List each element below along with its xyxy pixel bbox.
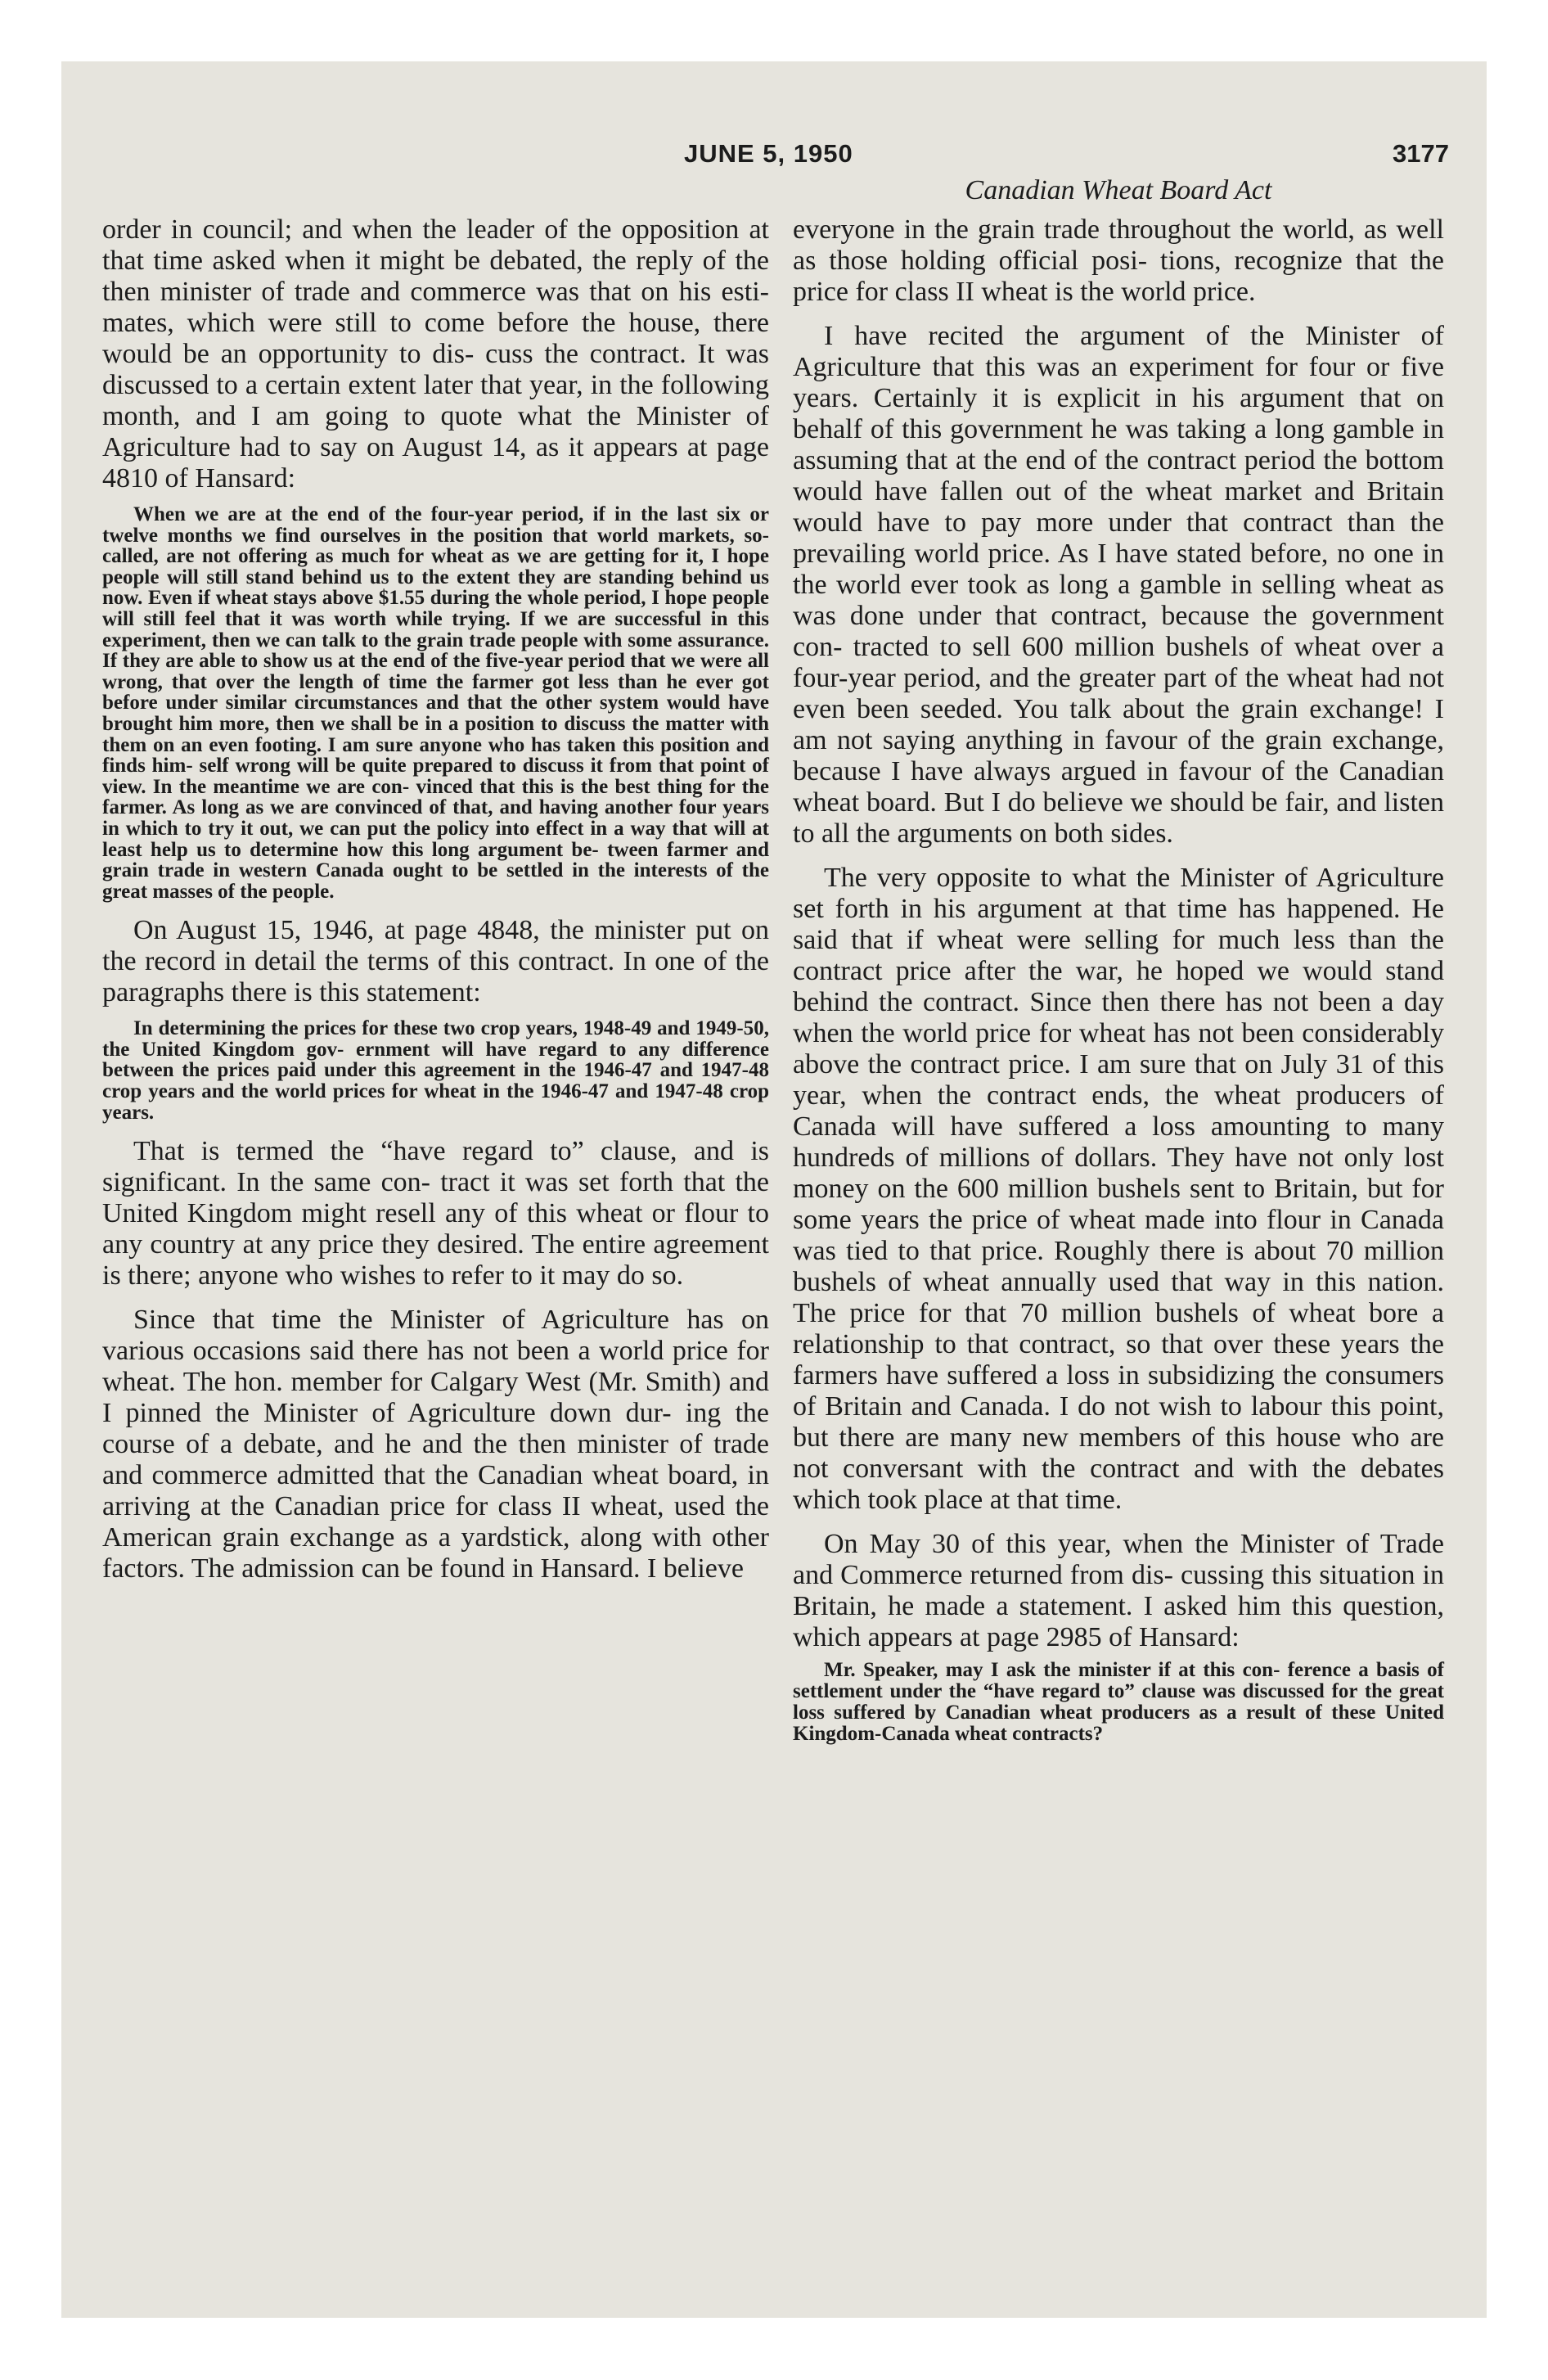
page-number: 3177 xyxy=(1393,139,1449,168)
left-column xyxy=(102,214,769,1584)
header-date: JUNE 5, 1950 xyxy=(684,139,853,168)
paragraph: The very opposite to what the Minister of Agriculture set forth in his argument at that time has happened. He said that if wheat were selling for much less than the contract price after the war, he hoped we would stand behind the contract. Since then there has not been a day when the world price for wheat has not been considerably above the contract price. I am sure that on July 31 of this year, when the contract ends, the wheat producers of Canada will have suffered a loss amounting to many hundreds of millions of dollars. They have not only lost money on the 600 million bushels sent to Britain, but for some years the price of wheat made into flour in Canada was tied to that price. Roughly there is about 70 million bushels of wheat annually used that way in this nation. The price for that 70 million bushels of wheat bore a relationship to that contract, so that over these years the farmers have suffered a loss in subsidizing the consumers of Britain and Canada. I do not wish to labour this point, but there are many new members of this house who are not conversant with the contract and with the debates which took place at that time. xyxy=(793,863,1444,1515)
right-column xyxy=(793,214,1444,1745)
block-quote: In determining the prices for these two crop years, 1948-49 and 1949-50, the United Kingdom gov- ernment will have regard to any difference between the prices paid under this agreement in the 1946-47 and 1947-48 crop years and the world prices for wheat in the 1946-47 and 1947-48 crop years. xyxy=(102,1017,769,1124)
paragraph: order in council; and when the leader of the opposition at that time asked when it might be debated, the reply of the then minister of trade and commerce was that on his esti- mates, which were still to come before the house, there would be an opportunity to dis- cuss the contract. It was discussed to a certain extent later that year, in the following month, and I am going to quote what the Minister of Agriculture had to say on August 14, as it appears at page 4810 of Hansard: xyxy=(102,214,769,494)
paragraph: I have recited the argument of the Minister of Agriculture that this was an experiment for four or five years. Certainly it is explicit in his argument that on behalf of this government he was taking a long gamble in assuming that at the end of the contract period the bottom would have fallen out of the wheat market and Britain would have to pay more under that contract than the prevailing world price. As I have stated before, no one in the world ever took as long a gamble in selling wheat as was done under that contract, because the government con- tracted to sell 600 million bushels of wheat over a four-year period, and the greater part of the wheat had not even been seeded. You talk about the grain exchange! I am not saying anything in favour of the grain exchange, because I have always argued in favour of the Canadian wheat board. But I do believe we should be fair, and listen to all the arguments on both sides. xyxy=(793,321,1444,849)
paragraph: On August 15, 1946, at page 4848, the minister put on the record in detail the terms of this contract. In one of the paragraphs there is this statement: xyxy=(102,915,769,1008)
paragraph: That is termed the “have regard to” clause, and is significant. In the same con- tract it was set forth that the United Kingdom might resell any of this wheat or flour to any country at any price they desired. The entire agreement is there; anyone who wishes to refer to it may do so. xyxy=(102,1136,769,1291)
page-subtitle: Canadian Wheat Board Act xyxy=(965,175,1272,205)
block-quote: When we are at the end of the four-year period, if in the last six or twelve months we find ourselves in the position that world markets, so-called, are not offering as much for wheat as we are getting for it, I hope people will still stand behind us to the extent they are standing behind us now. Even if wheat stays above $1.55 during the whole period, I hope people will still feel that it was worth while trying. If we are successful in this experiment, then we can talk to the grain trade people with some assurance. If they are able to show us at the end of the five-year period that we were all wrong, that over the length of time the farmer got less than he ever got before under similar circumstances and that the other system would have brought him more, then we shall be in a position to discuss the matter with them on an even footing. I am sure anyone who has taken this position and finds him- self wrong will be quite prepared to discuss it from that point of view. In the meantime we are con- vinced that this is the best thing for the farmer. As long as we are convinced of that, and having another four years in which to try it out, we can put the policy into effect in a way that will at least help us to determine how this long argument be- tween farmer and grain trade in western Canada ought to be settled in the interests of the great masses of the people. xyxy=(102,503,769,903)
paragraph: everyone in the grain trade throughout the world, as well as those holding official posi- tions, recognize that the price for class II wheat is the world price. xyxy=(793,214,1444,307)
paragraph: On May 30 of this year, when the Minister of Trade and Commerce returned from dis- cussing this situation in Britain, he made a statement. I asked him this question, which appears at page 2985 of Hansard: xyxy=(793,1529,1444,1652)
block-quote: Mr. Speaker, may I ask the minister if at this con- ference a basis of settlement under the “have regard to” clause was discussed for the great loss suffered by Canadian wheat producers as a result of these United Kingdom-Canada wheat contracts? xyxy=(793,1659,1444,1745)
paragraph: Since that time the Minister of Agriculture has on various occasions said there has not been a world price for wheat. The hon. member for Calgary West (Mr. Smith) and I pinned the Minister of Agriculture down dur- ing the course of a debate, and he and the then minister of trade and commerce admitted that the Canadian wheat board, in arriving at the Canadian price for class II wheat, used the American grain exchange as a yardstick, along with other factors. The admission can be found in Hansard. I believe xyxy=(102,1305,769,1584)
